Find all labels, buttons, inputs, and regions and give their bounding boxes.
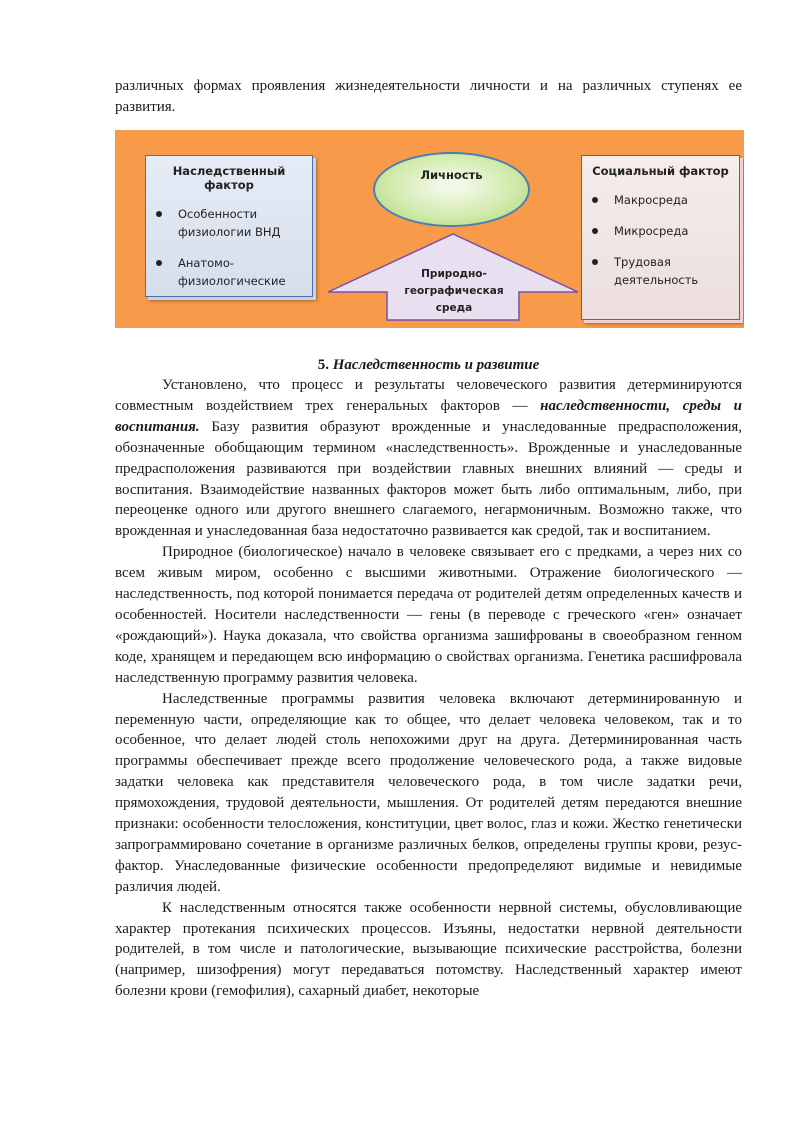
paragraph: Наследственные программы развития человека включают детерминированную и переменную части, определяющие как то общее, что делает человека человеком, так и то особенное, что делает людей столь непохожими друг на друга. Детерминированная часть программы обеспечивает прежде всего продолжение человеческого рода, а также видовые задатки человека как представителя человеческого рода, в том числе задатки речи, прямохождения, трудовой деятельности, мышления. От родителей детям передаются внешние признаки: особенности телосложения, конституции, цвет волос, глаз и кожи. Жестко генетически запрограммировано сочетание в организме различных белков, определены группы крови, резус-фактор. Унаследованные физические особенности предопределяют видимые и невидимые различия людей.: [115, 690, 742, 895]
factors-diagram: [115, 130, 744, 328]
section-heading: [115, 355, 742, 375]
list-item: Макросреда: [614, 191, 739, 209]
personality-ellipse: Личность: [373, 152, 530, 227]
section-number: 5.: [317, 357, 329, 373]
emphasis-text: наследственности, среды и воспитания.: [115, 397, 742, 435]
intro-paragraph: различных формах проявления жизнедеятельности личности и на различных ступенях ее развития.: [115, 78, 742, 115]
list-item: Микросреда: [614, 222, 739, 240]
hereditary-factor-box: [145, 155, 313, 297]
section-title: Наследственность и развитие: [332, 357, 540, 373]
paragraph-text: Базу развития образуют врожденные и унаследованные предрасположения, обозначенные обобщающим термином «наследственность». Врожденные и унаследованные предрасположения развиваются при воздействии главных внешних влияний — среды и воспитания. Взаимодействие названных факторов может быть либо оптимальным, либо, при переоценке одного или другого внешнего слагаемого, негармоничным. Возможно также, что врожденная и унаследованная база недостаточно развивается как средой, так и воспитанием.: [115, 418, 742, 540]
hereditary-factor-title: Наследственный фактор: [172, 164, 286, 192]
hereditary-factor-list: [146, 205, 312, 290]
paragraph: Природное (биологическое) начало в человеке связывает его с предками, а через них со всем живым миром, особенно с высшими животными. Отражение биологического — наследственность, под которой понимается передача от родителей детям определенных качеств и особенностей. Носители наследственности — гены (в переводе с греческого «ген» означает «рождающий»). Наука доказала, что свойства организма зашифрованы в своеобразном генном коде, хранящем и передающем всю информацию о свойствах организма. Генетика расшифровала наследственную программу развития человека.: [115, 544, 742, 686]
section-body: [115, 375, 742, 1002]
social-factor-box: [581, 155, 740, 320]
geographic-environment-label: Природно-географическая среда: [404, 268, 504, 314]
paragraph: [115, 375, 742, 542]
social-factor-title: Социальный фактор: [592, 164, 729, 178]
paragraph-text: Установлено, что процесс и результаты человеческого развития детерминируются совместным воздействием трех генеральных факторов —: [115, 377, 742, 414]
list-item: Трудовая деятельность: [614, 253, 739, 289]
social-factor-list: [582, 191, 739, 289]
list-item: Особенности физиологии ВНД: [178, 205, 312, 241]
list-item: Анатомо-физиологические: [178, 254, 312, 290]
paragraph: К наследственным относятся также особенности нервной системы, обусловливающие характер протекания психических процессов. Изъяны, недостатки нервной деятельности родителей, в том числе и патологические, вызывающие психические расстройства, болезни (например, шизофрения) могут передаваться потомству. Наследственный характер имеют болезни крови (гемофилия), сахарный диабет, некоторые: [115, 899, 742, 1000]
